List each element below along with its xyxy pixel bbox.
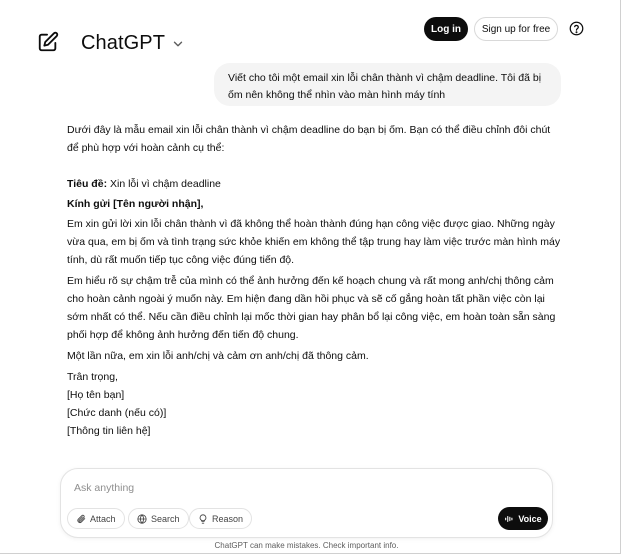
subject-label: Tiêu đề: <box>67 178 108 190</box>
email-title: [Chức danh (nếu có)] <box>67 407 167 419</box>
voice-label: Voice <box>518 513 542 524</box>
login-button[interactable]: Log in <box>424 17 468 41</box>
voice-button[interactable] <box>498 507 548 530</box>
attach-button[interactable] <box>67 508 125 529</box>
composer <box>60 468 553 538</box>
user-message: Viết cho tôi một email xin lỗi chân thành vì chậm deadline. Tôi đã bị ốm nên không thể nhìn vào màn hình máy tính <box>214 63 561 106</box>
assistant-message <box>67 121 562 440</box>
email-paragraph-2: Em hiểu rõ sự chậm trễ của mình có thể ảnh hưởng đến kế hoạch chung và rất mong anh/chị thông cảm cho hoàn cảnh ngoài ý muốn này. Em hiện đang dần hồi phục và sẽ cố gắng hoàn tất phần việc còn lại sớm nhất có thể. Nếu cần điều chỉnh lại mốc thời gian hay phân bổ lại công việc, em hoàn toàn sẵn sàng phối hợp để không ảnh hưởng đến tiến độ chung. <box>67 275 556 341</box>
model-selector[interactable] <box>81 32 185 55</box>
globe-icon <box>137 514 147 524</box>
reason-button[interactable] <box>189 508 252 529</box>
help-icon[interactable] <box>569 21 584 36</box>
email-contact: [Thông tin liên hệ] <box>67 425 151 437</box>
chevron-down-icon <box>171 37 185 51</box>
search-button[interactable] <box>128 508 189 529</box>
attach-label: Attach <box>90 513 116 524</box>
signup-button[interactable]: Sign up for free <box>474 17 558 41</box>
search-label: Search <box>151 513 180 524</box>
waveform-icon <box>504 514 514 524</box>
lightbulb-icon <box>198 514 208 524</box>
email-paragraph-1: Em xin gửi lời xin lỗi chân thành vì đã không thể hoàn thành đúng hạn công việc được giao. Những ngày vừa qua, em bị ốm và tình trạng sức khỏe khiến em không thể tập trung hay làm việc trước màn hình máy tính, dù rất muốn tiếp tục công việc đúng tiến độ. <box>67 218 561 266</box>
disclaimer: ChatGPT can make mistakes. Check important info. <box>214 541 399 550</box>
email-paragraph-3: Một lần nữa, em xin lỗi anh/chị và cảm ơn anh/chị đã thông cảm. <box>67 350 369 362</box>
email-signoff: Trân trọng, <box>67 371 118 383</box>
reason-label: Reason <box>212 513 244 524</box>
email-subject <box>67 175 562 193</box>
answer-intro: Dưới đây là mẫu email xin lỗi chân thành vì chậm deadline do bạn bị ốm. Bạn có thể điều chỉnh đôi chút để phù hợp với hoàn cảnh cụ thể: <box>67 124 551 154</box>
paperclip-icon <box>76 514 86 524</box>
brand-title: ChatGPT <box>81 32 166 54</box>
subject-value: Xin lỗi vì chậm deadline <box>109 178 221 190</box>
email-name: [Họ tên bạn] <box>67 389 125 401</box>
new-chat-icon[interactable] <box>37 31 59 53</box>
email-greeting: Kính gửi [Tên người nhận], <box>67 198 204 210</box>
prompt-input[interactable]: Ask anything <box>74 482 135 494</box>
